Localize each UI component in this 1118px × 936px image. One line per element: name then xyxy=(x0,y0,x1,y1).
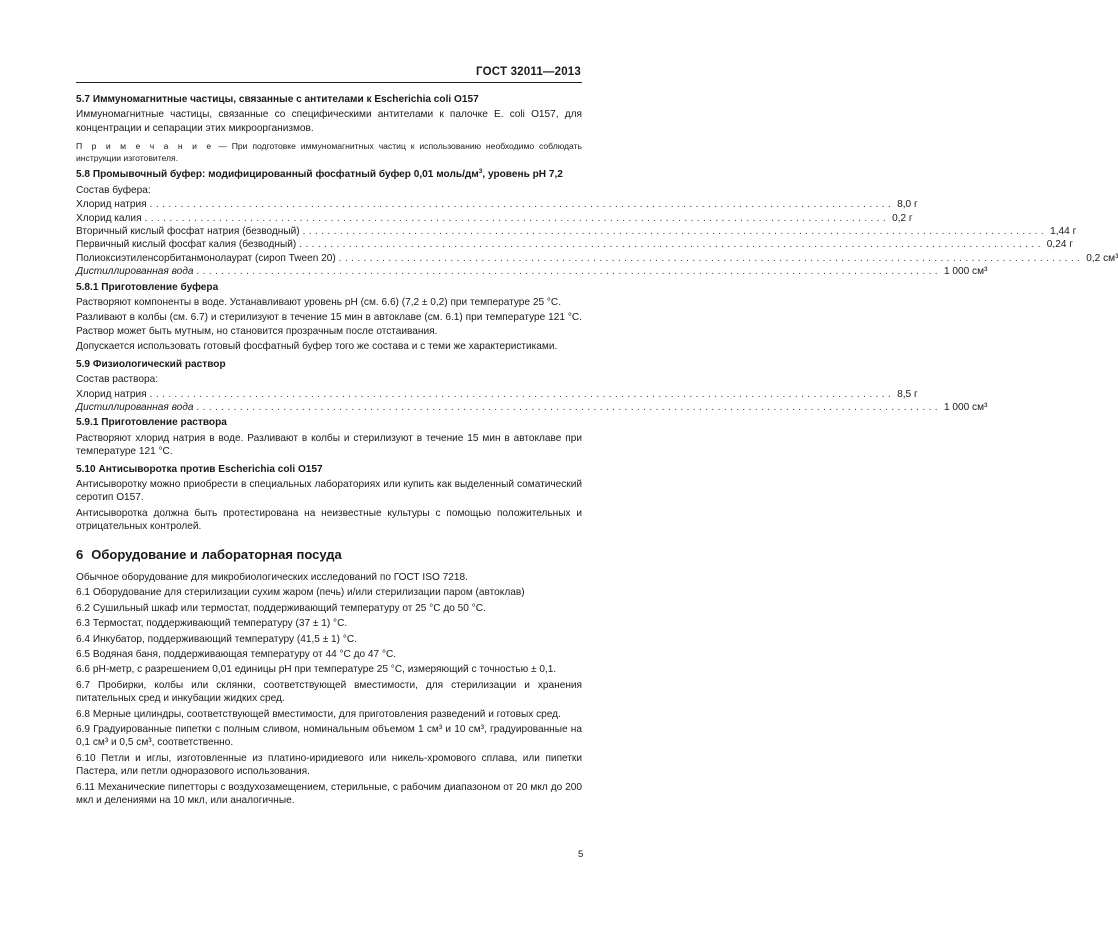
section-5-7-text xyxy=(76,108,582,135)
section-5-8-1-heading: 5.8.1 Приготовление буфера xyxy=(76,281,219,293)
buffer-item-name: Дистиллированная вода xyxy=(76,266,194,278)
equipment-item: 6.6 pH-метр, с разрешением 0,01 единицы pH при температуре 25 °C, измеряющий с точностью ± 0,1. xyxy=(76,664,557,676)
buffer-item-value: 0,2 см³ xyxy=(1086,252,1118,264)
note xyxy=(76,141,582,164)
equipment-item: 6.1 Оборудование для стерилизации сухим жаром (печь) и/или стерилизации паром (автоклав) xyxy=(76,587,525,599)
buffer-item-row xyxy=(76,225,1077,238)
buffer-item-leader: ........................................................................................................................ xyxy=(302,226,1048,238)
solution-item-value: 1 000 см³ xyxy=(943,401,988,413)
equipment-item: 6.11 Механические пипетторы с воздухозамещением, стерильные, с рабочим диапазоном от 20 мкл до 200 мкл и делениями на 10 мкл, или аналогичные. xyxy=(76,781,582,807)
buffer-item-leader: ........................................................................................................................ xyxy=(149,199,895,211)
equipment-item: 6.4 Инкубатор, поддерживающий температуру (41,5 ± 1) °C. xyxy=(76,633,357,645)
document-id: ГОСТ 32011—2013 xyxy=(476,66,581,78)
buffer-item-row xyxy=(76,265,988,278)
buffer-item-value: 0,24 г xyxy=(1046,239,1073,251)
buffer-item-row xyxy=(76,238,1073,251)
buffer-item-leader: ........................................................................................................................ xyxy=(299,239,1044,251)
equipment-item: 6.8 Мерные цилиндры, соответствующей вместимости, для приготовления разведений и готовых сред. xyxy=(76,708,561,720)
buffer-composition-label: Состав буфера: xyxy=(76,184,151,196)
solution-item-name: Дистиллированная вода xyxy=(76,401,194,413)
solution-item-row xyxy=(76,388,918,401)
equipment-item: 6.9 Градуированные пипетки с полным сливом, номинальным объемом 1 см³ и 10 см³, градуированные на 0,1 см³ и 0,5 см³, соответственно. xyxy=(76,724,582,749)
buffer-item-value: 8,0 г xyxy=(897,199,918,211)
buffer-item-value: 0,2 г xyxy=(892,212,913,224)
section-5-8-heading xyxy=(76,168,582,181)
buffer-item-row xyxy=(76,212,913,225)
page-number: 5 xyxy=(578,849,584,860)
note-text: — При подготовке иммуномагнитных частиц к использованию необходимо соблюдать инструкции изготовителя. xyxy=(76,141,582,163)
equipment-list xyxy=(76,586,582,807)
section-5-10-p2: Антисыворотка должна быть протестирована на неизвестные культуры с помощью положительных и отрицательных контролей. xyxy=(76,507,582,533)
buffer-item-name: Вторичный кислый фосфат натрия (безводный) xyxy=(76,226,300,238)
section-5-9-heading: 5.9 Физиологический раствор xyxy=(76,358,226,370)
note-label: П р и м е ч а н и е xyxy=(76,141,214,152)
section-5-7-heading: 5.7 Иммуномагнитные частицы, связанные с антителами к Escherichia coli O157 xyxy=(76,94,479,105)
buffer-item-name: Хлорид калия xyxy=(76,212,142,224)
section-6-intro: Обычное оборудование для микробиологических исследований по ГОСТ ISO 7218. xyxy=(76,571,468,583)
section-5-9-1-heading: 5.9.1 Приготовление раствора xyxy=(76,417,227,429)
solution-item-row xyxy=(76,401,988,414)
section-6-heading xyxy=(76,548,582,561)
buffer-item-name: Полиоксиэтиленсорбитанмонолаурат (сироп Tween 20) xyxy=(76,252,336,264)
section-5-8-heading-sup: 3 xyxy=(478,168,483,176)
buffer-item-value: 1,44 г xyxy=(1050,226,1077,238)
header-rule xyxy=(76,82,582,83)
section-6-number: 6 xyxy=(76,546,84,562)
section-5-10-p1: Антисыворотку можно приобрести в специальных лабораториях или купить как выделенный соматический серотип O157. xyxy=(76,478,582,504)
buffer-item-name: Первичный кислый фосфат калия (безводный) xyxy=(76,239,297,251)
section-5-9-1-p1: Растворяют хлорид натрия в воде. Разливают в колбы и стерилизуют в течение 15 мин в автоклаве при температуре 121 °C. xyxy=(76,432,582,458)
buffer-item-name: Хлорид натрия xyxy=(76,199,147,211)
section-5-8-1-p2: Разливают в колбы (см. 6.7) и стерилизуют в течение 15 мин в автоклаве (см. 6.1) при температуре 121 °C. Раствор может быть мутным, но становится прозрачным после отстаивания. xyxy=(76,312,582,337)
buffer-item-row xyxy=(76,198,918,211)
buffer-composition-list xyxy=(76,198,1118,278)
section-5-8-heading-text: 5.8 Промывочный буфер: модифицированный фосфатный буфер 0,01 моль/дм xyxy=(76,169,479,181)
buffer-item-leader: ........................................................................................................................ xyxy=(196,266,941,278)
equipment-item: 6.5 Водяная баня, поддерживающая температуру от 44 °C до 47 °C. xyxy=(76,649,397,660)
buffer-item-leader: ........................................................................................................................ xyxy=(338,252,1084,264)
solution-item-value: 8,5 г xyxy=(897,388,918,400)
section-5-10-heading: 5.10 Антисыворотка против Escherichia coli O157 xyxy=(76,463,323,475)
equipment-item: 6.3 Термостат, поддерживающий температуру (37 ± 1) °C. xyxy=(76,618,348,630)
solution-composition-label: Состав раствора: xyxy=(76,374,159,386)
solution-item-leader: ........................................................................................................................ xyxy=(149,388,895,400)
section-5-8-1-p3: Допускается использовать готовый фосфатный буфер того же состава и с теми же характеристиками. xyxy=(76,341,558,353)
section-6-title: Оборудование и лабораторная посуда xyxy=(91,546,342,562)
buffer-item-value: 1 000 см³ xyxy=(943,266,988,278)
solution-item-name: Хлорид натрия xyxy=(76,388,147,400)
equipment-item: 6.2 Сушильный шкаф или термостат, поддерживающий температуру от 25 °C до 50 °C. xyxy=(76,602,486,614)
section-5-8-1-p1: Растворяют компоненты в воде. Устанавливают уровень pH (см. 6.6) (7,2 ± 0,2) при температуре 25 °C. xyxy=(76,297,561,309)
section-5-8-heading-end: , уровень pH 7,2 xyxy=(482,169,563,181)
buffer-item-row xyxy=(76,252,1118,265)
equipment-item: 6.10 Петли и иглы, изготовленные из платино-иридиевого или никель-хромового сплава, или пипетки Пастера, или петли одноразового использования. xyxy=(76,752,582,778)
solution-composition-list xyxy=(76,388,988,415)
section-5-7-text-content: Иммуномагнитные частицы, связанные со специфическими антителами к палочке E. coli O157, для концентрации и сепарации этих микроорганизмов. xyxy=(76,109,582,134)
buffer-item-leader: ........................................................................................................................ xyxy=(144,212,890,224)
equipment-item: 6.7 Пробирки, колбы или склянки, соответствующей вместимости, для стерилизации и хранения питательных сред и инкубации жидких сред. xyxy=(76,679,582,705)
page-content xyxy=(76,93,1118,809)
solution-item-leader: ........................................................................................................................ xyxy=(196,401,941,413)
